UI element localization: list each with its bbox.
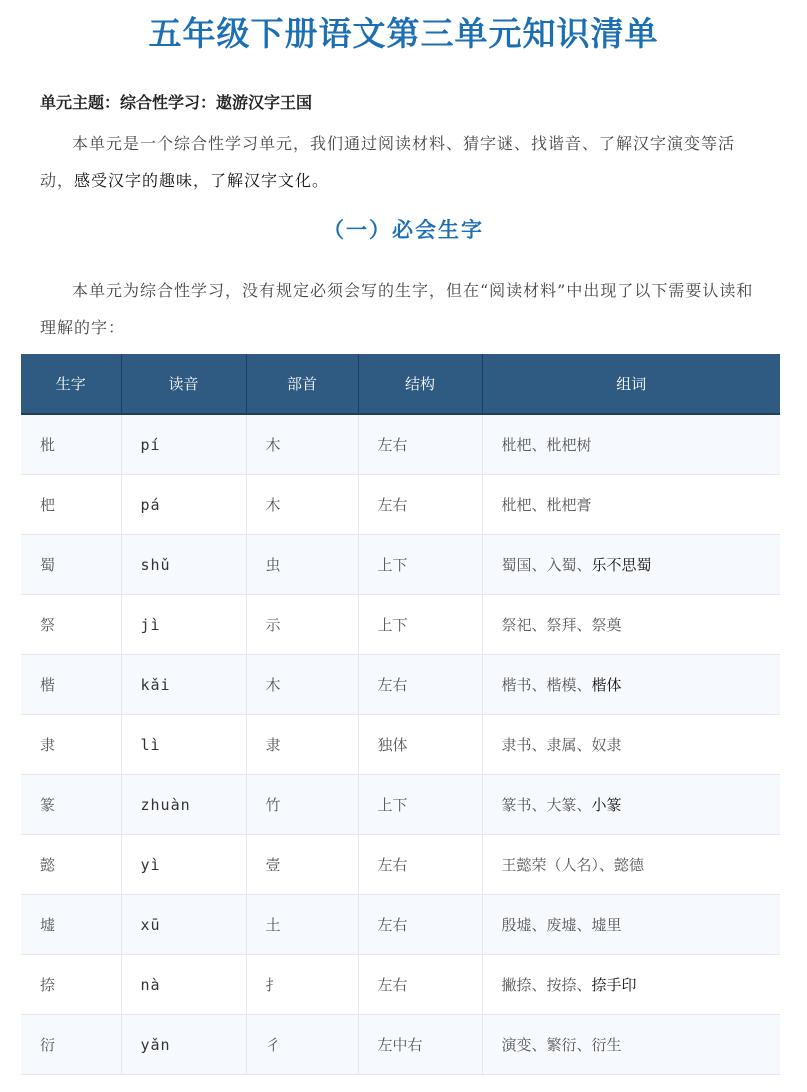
cell-pinyin: yǎn bbox=[121, 1015, 246, 1075]
section-note: 本单元为综合性学习，没有规定必须会写的生字，但在“阅读材料”中出现了以下需要认读和理解的字： bbox=[40, 281, 754, 337]
cell-char: 篆 bbox=[21, 775, 121, 835]
words-text: 蜀国、入蜀、 bbox=[501, 556, 592, 574]
table-row bbox=[21, 475, 780, 535]
character-table bbox=[21, 354, 780, 1075]
cell-structure: 左右 bbox=[358, 955, 482, 1015]
table-row bbox=[21, 895, 780, 955]
cell-structure: 左右 bbox=[358, 895, 482, 955]
header-structure: 结构 bbox=[358, 354, 482, 414]
intro-text: 本单元是一个综合性学习单元，我们通过阅读材料、猜字谜、找谐音、了解汉字演变等活动， bbox=[40, 134, 736, 190]
cell-radical: 壹 bbox=[246, 835, 358, 895]
cell-structure: 独体 bbox=[358, 715, 482, 775]
cell-words bbox=[482, 1015, 780, 1075]
words-text: 殷墟、废墟、墟里 bbox=[501, 916, 622, 934]
cell-radical: 示 bbox=[246, 595, 358, 655]
table-row bbox=[21, 595, 780, 655]
cell-radical: 土 bbox=[246, 895, 358, 955]
cell-words bbox=[482, 715, 780, 775]
cell-words bbox=[482, 955, 780, 1015]
cell-structure: 上下 bbox=[358, 775, 482, 835]
cell-structure: 左右 bbox=[358, 414, 482, 475]
cell-radical: 竹 bbox=[246, 775, 358, 835]
header-char: 生字 bbox=[21, 354, 121, 414]
unit-theme: 单元主题：综合性学习：遨游汉字王国 bbox=[40, 93, 313, 112]
cell-pinyin: yì bbox=[121, 835, 246, 895]
cell-char: 蜀 bbox=[21, 535, 121, 595]
words-text: 撇捺、按捺、 bbox=[501, 976, 592, 994]
cell-char: 枇 bbox=[21, 414, 121, 475]
cell-structure: 左右 bbox=[358, 835, 482, 895]
table-row bbox=[21, 655, 780, 715]
header-radical: 部首 bbox=[246, 354, 358, 414]
words-text: 祭祀、祭拜、祭奠 bbox=[501, 616, 622, 634]
words-highlight: 乐不思蜀 bbox=[591, 556, 652, 574]
table-row bbox=[21, 1015, 780, 1075]
intro-paragraph bbox=[40, 125, 768, 199]
table-row bbox=[21, 835, 780, 895]
cell-structure: 左右 bbox=[358, 655, 482, 715]
words-text: 演变、繁衍、衍生 bbox=[501, 1036, 622, 1054]
cell-words bbox=[482, 835, 780, 895]
section-title-required-chars: （一）必会生字 bbox=[323, 218, 484, 242]
table-row bbox=[21, 715, 780, 775]
page-title: 五年级下册语文第三单元知识清单 bbox=[148, 14, 659, 53]
cell-char: 捺 bbox=[21, 955, 121, 1015]
words-text: 枇杷、枇杷树 bbox=[501, 436, 592, 454]
words-text: 王懿荣（人名）、懿德 bbox=[501, 856, 645, 874]
cell-radical: 木 bbox=[246, 475, 358, 535]
cell-radical: 隶 bbox=[246, 715, 358, 775]
cell-radical: 彳 bbox=[246, 1015, 358, 1075]
cell-pinyin: kǎi bbox=[121, 655, 246, 715]
header-words: 组词 bbox=[482, 354, 780, 414]
cell-radical: 木 bbox=[246, 655, 358, 715]
header-pinyin: 读音 bbox=[121, 354, 246, 414]
cell-pinyin: jì bbox=[121, 595, 246, 655]
cell-pinyin: zhuàn bbox=[121, 775, 246, 835]
words-text: 枇杷、枇杷膏 bbox=[501, 496, 592, 514]
cell-char: 懿 bbox=[21, 835, 121, 895]
table-row bbox=[21, 414, 780, 475]
cell-words bbox=[482, 595, 780, 655]
cell-structure: 左右 bbox=[358, 475, 482, 535]
cell-words bbox=[482, 475, 780, 535]
cell-char: 隶 bbox=[21, 715, 121, 775]
table-row bbox=[21, 535, 780, 595]
cell-char: 祭 bbox=[21, 595, 121, 655]
cell-char: 楷 bbox=[21, 655, 121, 715]
words-highlight: 小篆 bbox=[591, 796, 622, 814]
cell-char: 杷 bbox=[21, 475, 121, 535]
cell-char: 衍 bbox=[21, 1015, 121, 1075]
cell-radical: 木 bbox=[246, 414, 358, 475]
words-highlight: 捺手印 bbox=[591, 976, 637, 994]
cell-pinyin: pí bbox=[121, 414, 246, 475]
cell-radical: 虫 bbox=[246, 535, 358, 595]
cell-structure: 左中右 bbox=[358, 1015, 482, 1075]
words-text: 篆书、大篆、 bbox=[501, 796, 592, 814]
intro-emphasis: 感受汉字的趣味，了解汉字文化。 bbox=[74, 171, 330, 190]
table-row bbox=[21, 775, 780, 835]
words-text: 隶书、隶属、奴隶 bbox=[501, 736, 622, 754]
cell-words bbox=[482, 895, 780, 955]
cell-char: 墟 bbox=[21, 895, 121, 955]
cell-pinyin: nà bbox=[121, 955, 246, 1015]
table-row bbox=[21, 955, 780, 1015]
cell-pinyin: shǔ bbox=[121, 535, 246, 595]
cell-structure: 上下 bbox=[358, 595, 482, 655]
cell-radical: 扌 bbox=[246, 955, 358, 1015]
cell-pinyin: lì bbox=[121, 715, 246, 775]
cell-structure: 上下 bbox=[358, 535, 482, 595]
cell-words bbox=[482, 535, 780, 595]
table-header-row bbox=[21, 354, 780, 414]
cell-words bbox=[482, 655, 780, 715]
words-text: 楷书、楷模、 bbox=[501, 676, 592, 694]
cell-pinyin: xū bbox=[121, 895, 246, 955]
cell-pinyin: pá bbox=[121, 475, 246, 535]
cell-words bbox=[482, 414, 780, 475]
words-highlight: 楷体 bbox=[591, 676, 622, 694]
cell-words bbox=[482, 775, 780, 835]
